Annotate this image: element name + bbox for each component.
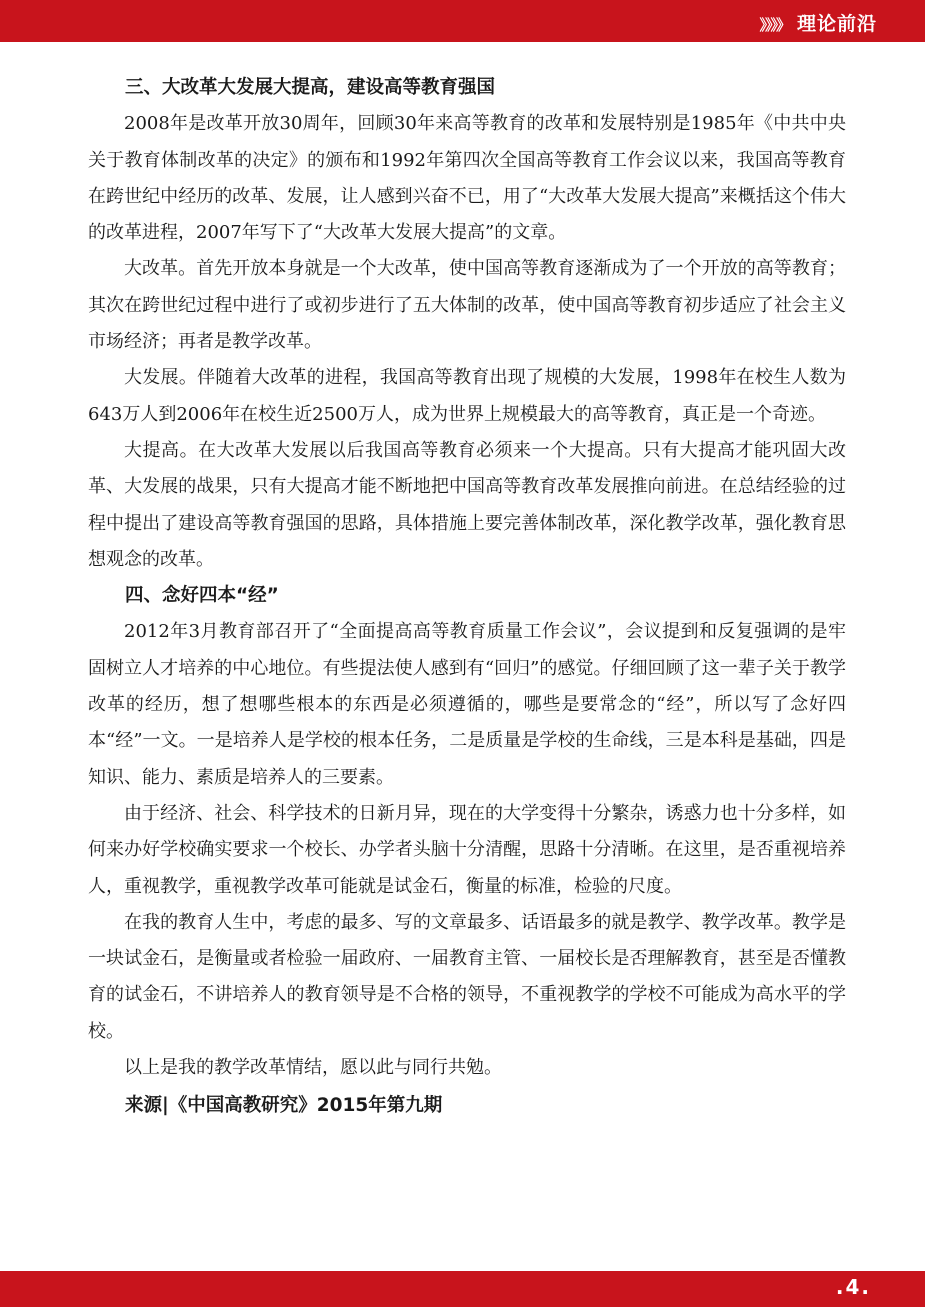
paragraph: 2008年是改革开放30周年，回顾30年来高等教育的改革和发展特别是1985年《中共中央关于教育体制改革的决定》的颁布和1992年第四次全国高等教育工作会议以来，我国高等教育在跨世纪中经历的改革、发展，让人感到兴奋不已，用了“大改革大发展大提高”来概括这个伟大的改革进程，2007年写下了“大改革大发展大提高”的文章。 (88, 113, 846, 244)
footer-bar (0, 1271, 925, 1307)
section-heading: 四、念好四本“经” (125, 585, 279, 607)
chevron-icon: 》》》》 (759, 16, 789, 34)
section-heading: 三、大改革大发展大提高，建设高等教育强国 (125, 77, 496, 98)
section-label: 理论前沿 (796, 13, 877, 35)
article-body (88, 70, 846, 1124)
paragraph: 大提高。在大改革大发展以后我国高等教育必须来一个大提高。只有大提高才能巩固大改革、大发展的战果，只有大提高才能不断地把中国高等教育改革发展推向前进。在总结经验的过程中提出了建设高等教育强国的思路，具体措施上要完善体制改革，深化教学改革，强化教育思想观念的改革。 (88, 439, 846, 570)
paragraph: 2012年3月教育部召开了“全面提高高等教育质量工作会议”，会议提到和反复强调的是牢固树立人才培养的中心地位。有些提法使人感到有“回归”的感觉。仔细回顾了这一辈子关于教学改革的经历，想了想哪些根本的东西是必须遵循的，哪些是要常念的“经”，所以写了念好四本“经”一文。一是培养人是学校的根本任务，二是质量是学校的生命线，三是本科是基础，四是知识、能力、素质是培养人的三要素。 (88, 621, 846, 788)
paragraph: 以上是我的教学改革情结，愿以此与同行共勉。 (124, 1057, 502, 1079)
paragraph: 在我的教育人生中，考虑的最多、写的文章最多、话语最多的就是教学、教学改革。教学是一块试金石，是衡量或者检验一届政府、一届教育主管、一届校长是否理解教育，甚至是否懂教育的试金石，不讲培养人的教育领导是不合格的领导，不重视教学的学校不可能成为高水平的学校。 (88, 911, 846, 1042)
page-number: .4. (835, 1275, 871, 1299)
source-citation: 来源|《中国高教研究》2015年第九期 (125, 1095, 443, 1117)
paragraph: 大改革。首先开放本身就是一个大改革，使中国高等教育逐渐成为了一个开放的高等教育；其次在跨世纪过程中进行了或初步进行了五大体制的改革，使中国高等教育初步适应了社会主义市场经济；再者是教学改革。 (88, 258, 846, 353)
paragraph: 由于经济、社会、科学技术的日新月异，现在的大学变得十分繁杂，诱惑力也十分多样，如何来办好学校确实要求一个校长、办学者头脑十分清醒，思路十分清晰。在这里，是否重视培养人，重视教学，重视教学改革可能就是试金石，衡量的标准，检验的尺度。 (88, 802, 846, 897)
section-tag (759, 9, 877, 36)
header-bar (0, 0, 925, 42)
paragraph: 大发展。伴随着大改革的进程，我国高等教育出现了规模的大发展，1998年在校生人数为643万人到2006年在校生近2500万人，成为世界上规模最大的高等教育，真正是一个奇迹。 (88, 367, 846, 425)
